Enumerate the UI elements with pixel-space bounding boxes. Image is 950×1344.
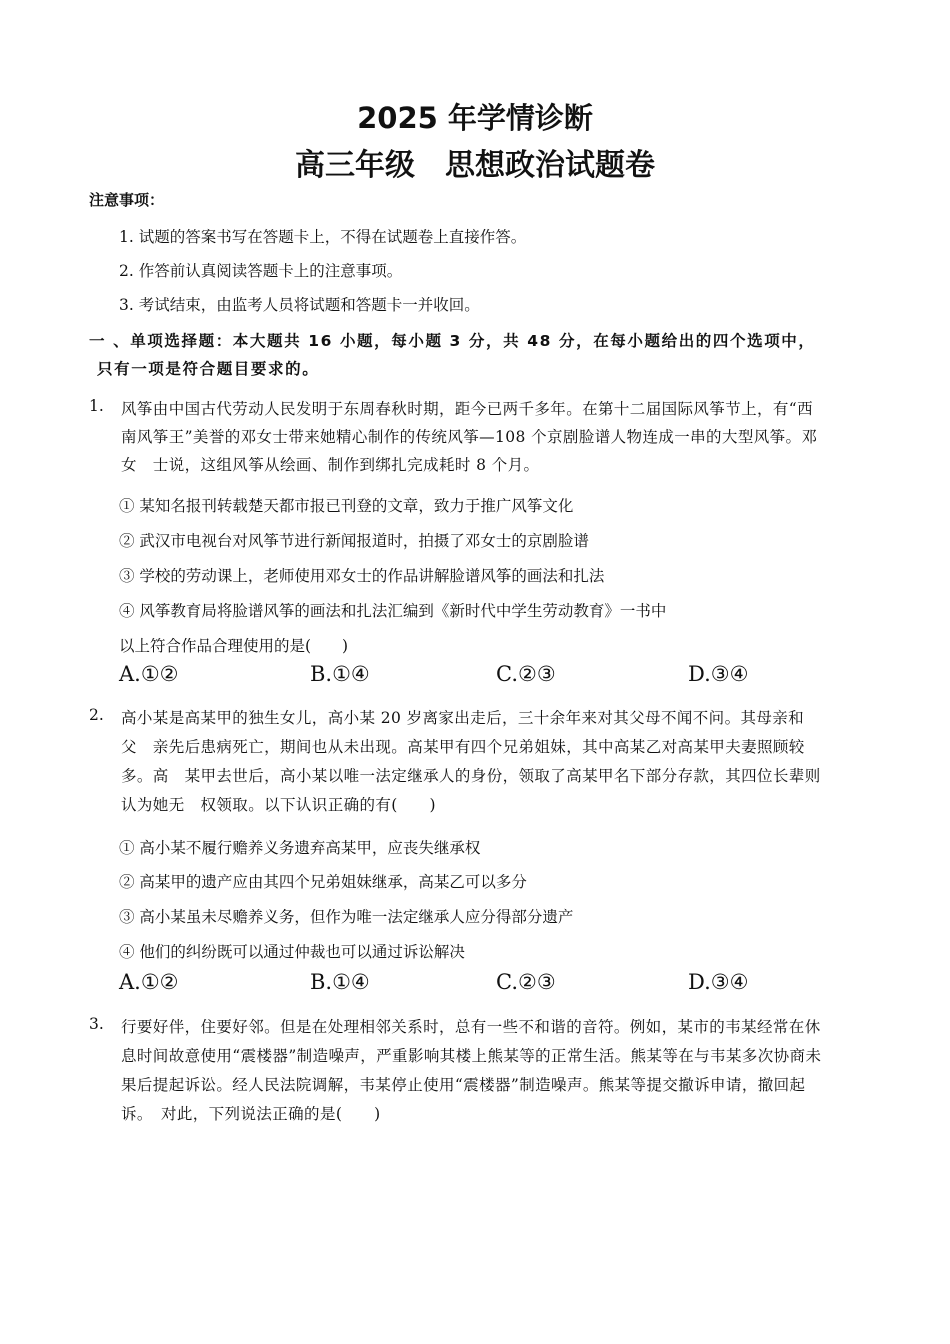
question-stem-line: 诉。 对此，下列说法正确的是( ) — [121, 1105, 381, 1123]
question-number: 1. — [89, 397, 104, 415]
statement: ④ 风筝教育局将脸谱风筝的画法和扎法汇编到《新时代中学生劳动教育》一书中 — [119, 602, 667, 620]
notice-item: 3. 考试结束，由监考人员将试题和答题卡一并收回。 — [119, 296, 480, 314]
exam-title-line2: 高三年级 思想政治试题卷 — [295, 148, 655, 183]
notice-heading: 注意事项： — [89, 191, 165, 209]
choice-c: C.②③ — [496, 970, 556, 994]
question-number: 2. — [89, 706, 104, 724]
statement: ② 高某甲的遗产应由其四个兄弟姐妹继承，高某乙可以多分 — [119, 873, 527, 891]
choice-a: A.①② — [119, 662, 179, 686]
question-stem-line: 女 士说，这组风筝从绘画、制作到绑扎完成耗时 8 个月。 — [121, 456, 540, 474]
section-heading — [89, 327, 864, 383]
statement: ② 武汉市电视台对风筝节进行新闻报道时，拍摄了邓女士的京剧脸谱 — [119, 532, 589, 550]
notice-item: 1. 试题的答案书写在答题卡上，不得在试题卷上直接作答。 — [119, 228, 527, 246]
question-stem-line: 高小某是高某甲的独生女儿，高小某 20 岁离家出走后，三十余年来对其父母不闻不问。其母亲和 — [121, 709, 805, 727]
question-stem-line: 风筝由中国古代劳动人民发明于东周春秋时期，距今已两千多年。在第十二届国际风筝节上，有“西 — [121, 400, 814, 418]
choice-b: B.①④ — [310, 970, 370, 994]
question-number: 3. — [89, 1015, 104, 1033]
choice-c: C.②③ — [496, 662, 556, 686]
question-stem-line: 行要好伴，住要好邻。但是在处理相邻关系时，总有一些不和谐的音符。例如，某市的韦某经常在休 — [121, 1018, 821, 1036]
notice-item: 2. 作答前认真阅读答题卡上的注意事项。 — [119, 262, 403, 280]
choice-d: D.③④ — [688, 662, 749, 686]
section-heading-line1: 一 、单项选择题：本大题共 16 小题，每小题 3 分，共 48 分，在每小题给出的四个选项中， — [89, 332, 816, 350]
question-stem-line: 多。高 某甲去世后，高小某以唯一法定继承人的身份，领取了高某甲名下部分存款，其四位长辈则 — [121, 767, 821, 785]
statement: ④ 他们的纠纷既可以通过仲裁也可以通过诉讼解决 — [119, 943, 465, 961]
question-prompt: 以上符合作品合理使用的是( ) — [119, 637, 349, 655]
statement: ① 高小某不履行赡养义务遗弃高某甲，应丧失继承权 — [119, 839, 481, 857]
choice-a: A.①② — [119, 970, 179, 994]
question-stem-line: 父 亲先后患病死亡，期间也从未出现。高某甲有四个兄弟姐妹，其中高某乙对高某甲夫妻照顾较 — [121, 738, 805, 756]
statement: ③ 学校的劳动课上，老师使用邓女士的作品讲解脸谱风筝的画法和扎法 — [119, 567, 605, 585]
choice-d: D.③④ — [688, 970, 749, 994]
statement: ③ 高小某虽未尽赡养义务，但作为唯一法定继承人应分得部分遗产 — [119, 908, 574, 926]
statement: ① 某知名报刊转载楚天都市报已刊登的文章，致力于推广风筝文化 — [119, 497, 574, 515]
question-stem-line: 果后提起诉讼。经人民法院调解，韦某停止使用“震楼器”制造噪声。熊某等提交撤诉申请，撤回起 — [121, 1076, 806, 1094]
question-stem-line: 南风筝王”美誉的邓女士带来她精心制作的传统风筝—108 个京剧脸谱人物连成一串的大型风筝。邓 — [121, 428, 818, 446]
section-heading-line2: 只有一项是符合题目要求的。 — [97, 360, 320, 378]
question-stem-line: 息时间故意使用“震楼器”制造噪声，严重影响其楼上熊某等的正常生活。熊某等在与韦某多次协商未 — [121, 1047, 822, 1065]
choice-b: B.①④ — [310, 662, 370, 686]
exam-title-line1: 2025 年学情诊断 — [357, 101, 593, 135]
question-stem-line: 认为她无 权领取。以下认识正确的有( ) — [121, 796, 436, 814]
